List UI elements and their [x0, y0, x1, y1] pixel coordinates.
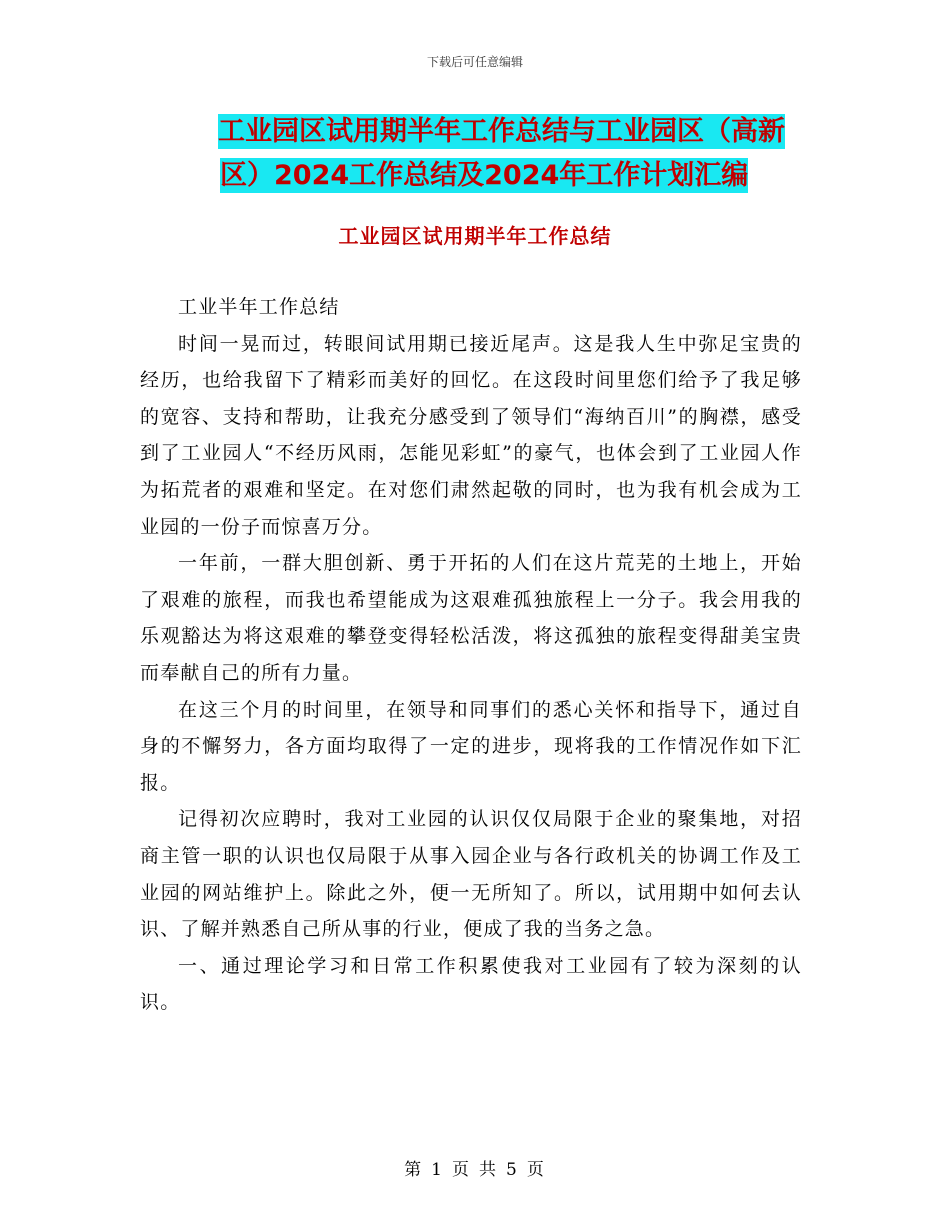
paragraph: 一年前，一群大胆创新、勇于开拓的人们在这片荒芜的土地上，开始了艰难的旅程，而我也希望能成为这艰难孤独旅程上一分子。我会用我的乐观豁达为将这艰难的攀登变得轻松活泼，将这孤独的旅程变得甜美宝贵而奉献自己的所有力量。 [140, 552, 802, 684]
page-label-prefix: 第 [404, 1160, 424, 1180]
paragraph: 一、通过理论学习和日常工作积累使我对工业园有了较为深刻的认识。 [140, 954, 802, 1014]
page-total: 5 [506, 1160, 519, 1180]
page-number-footer [0, 1155, 950, 1180]
header-note: 下载后可任意编辑 [426, 55, 523, 69]
document-title-line-1 [180, 110, 800, 154]
title-highlight: 工业园区试用期半年工作总结与工业园区（高新 [218, 116, 785, 147]
title-highlight: 区）2024工作总结及2024年工作计划汇编 [220, 160, 749, 191]
section-title: 工业园区试用期半年工作总结 [338, 224, 612, 248]
body-text [140, 289, 802, 1021]
paragraph: 工业半年工作总结 [178, 296, 340, 318]
paragraph: 在这三个月的时间里，在领导和同事们的悉心关怀和指导下，通过自身的不懈努力，各方面均取得了一定的进步，现将我的工作情况作如下汇报。 [140, 698, 802, 794]
document-title [180, 110, 800, 198]
paragraph: 记得初次应聘时，我对工业园的认识仅仅局限于企业的聚集地，对招商主管一职的认识也仅局限于从事入园企业与各行政机关的协调工作及工业园的网站维护上。除此之外，便一无所知了。所以，试用期中如何去认识、了解并熟悉自己所从事的行业，便成了我的当务之急。 [140, 808, 802, 941]
paragraph: 时间一晃而过，转眼间试用期已接近尾声。这是我人生中弥足宝贵的经历，也给我留下了精彩而美好的回忆。在这段时间里您们给予了我足够的宽容、支持和帮助，让我充分感受到了领导们“海纳百川”的胸襟，感受到了工业园人“不经历风雨，怎能见彩虹”的豪气，也体会到了工业园人作为拓荒者的艰难和坚定。在对您们肃然起敬的同时，也为我有机会成为工业园的一份子而惊喜万分。 [140, 332, 802, 538]
page-label-mid: 页 [452, 1160, 471, 1180]
page-total-prefix: 共 [479, 1160, 498, 1180]
document-title-line-2 [180, 154, 800, 198]
page-label-suffix: 页 [526, 1160, 546, 1180]
page-current: 1 [431, 1160, 444, 1180]
